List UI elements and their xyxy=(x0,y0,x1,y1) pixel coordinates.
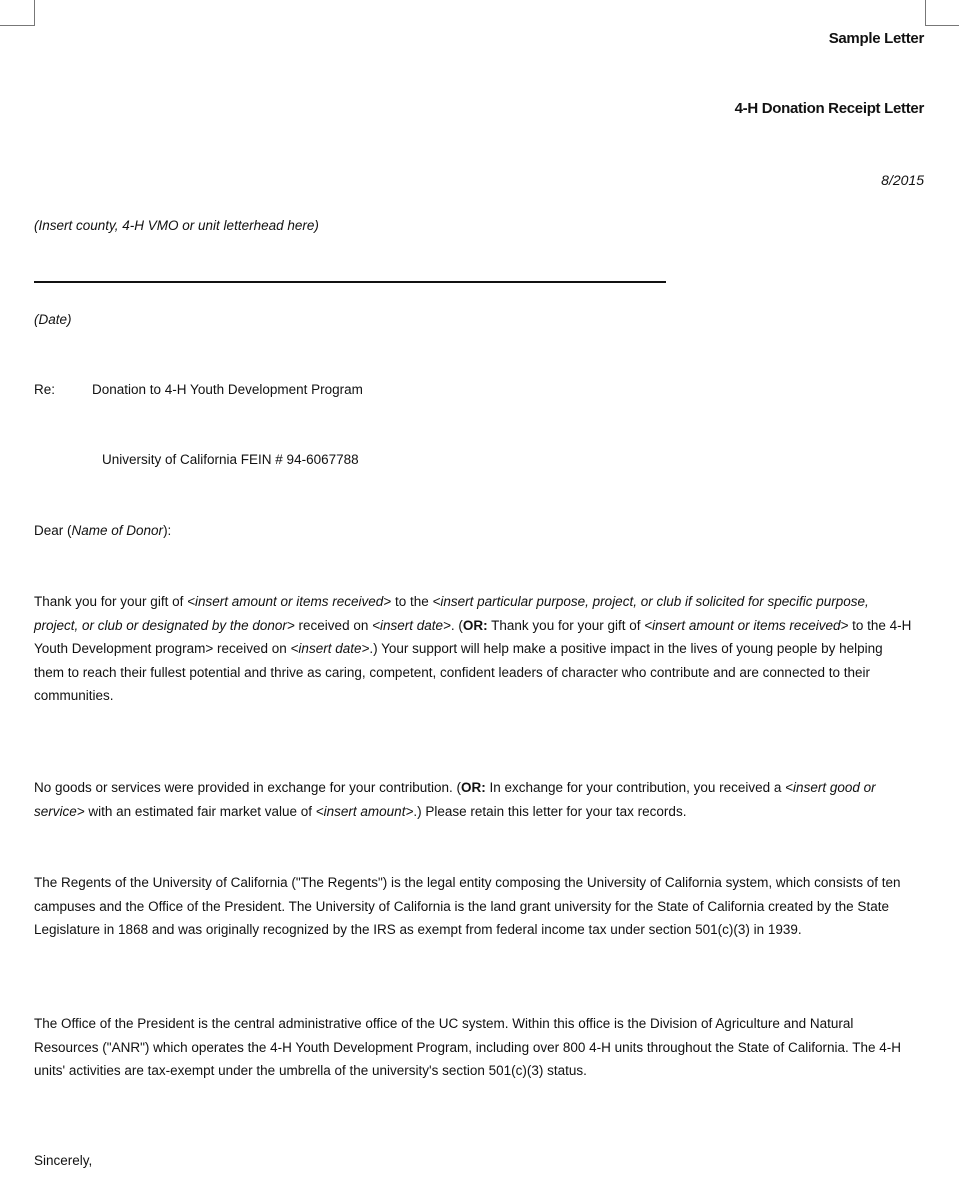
letterhead-rule xyxy=(34,281,666,283)
paragraph-goods-services: No goods or services were provided in exchange for your contribution. (OR: In exchange for your contribution, you received a <insert good or service> with an estimated fair market value of <insert amount>.) Please retain this letter for your tax records. xyxy=(34,780,876,819)
or-marker: OR: xyxy=(462,617,488,633)
donor-name-placeholder: Name of Donor xyxy=(71,523,164,538)
salutation-prefix: Dear ( xyxy=(34,523,72,538)
re-label: Re: xyxy=(34,382,56,397)
amount-placeholder: <insert amount or items received> xyxy=(644,617,849,633)
paragraph-office-president: The Office of the President is the central administrative office of the UC system. Within this office is the Division of Agriculture and Natural Resources ("ANR") which operates the 4-H Youth Development Program, including over 800 4-H units throughout the State of California. The 4-H units' activities are tax-exempt under the umbrella of the university's section 501(c)(3) status. xyxy=(34,1016,902,1079)
date-placeholder: (Date) xyxy=(34,312,72,327)
letterhead-placeholder: (Insert county, 4-H VMO or unit letterhead here) xyxy=(34,218,319,233)
re-subject: Donation to 4-H Youth Development Program xyxy=(92,382,363,397)
paragraph-regents: The Regents of the University of California ("The Regents") is the legal entity composing the University of California system, which consists of ten campuses and the Office of the President. The University of California is the land grant university for the State of California created by the State Legislature in 1868 and was originally recognized by the IRS as exempt from federal income tax under section 501(c)(3) in 1939. xyxy=(34,875,901,938)
crop-mark-top-right xyxy=(925,0,926,26)
salutation xyxy=(34,523,171,538)
crop-mark-top-left xyxy=(0,25,35,26)
date-received-placeholder: <insert date> xyxy=(372,617,451,633)
amount-placeholder: <insert amount or items received> xyxy=(187,594,392,609)
letter-page xyxy=(34,0,924,1200)
date-received-placeholder: <insert date> xyxy=(290,641,370,657)
paragraph-thank-you: Thank you for your gift of <insert amount or items received> to the <insert particular purpose, project, or club if solicited for specific purpose, project, or club or designated by the donor> received on <insert date>. (OR: Thank you for your gift of <insert amount or items received> to the 4-H Youth Development program> received on <insert date>.) Your support will help make a positive impact in the lives of young people by helping them to reach their fullest potential and thrive as caring, competent, confident leaders of character who contribute and are connected to their communities. xyxy=(34,594,912,704)
value-placeholder: <insert amount> xyxy=(315,803,414,819)
or-marker: OR: xyxy=(460,780,486,795)
revision-date: 8/2015 xyxy=(881,172,924,188)
letter-title: 4-H Donation Receipt Letter xyxy=(734,100,924,117)
sample-label: Sample Letter xyxy=(828,30,924,47)
good-service-placeholder: <insert good or service> xyxy=(34,780,876,819)
fein-line: University of California FEIN # 94-6067788 xyxy=(102,452,359,467)
crop-mark-top-right xyxy=(925,25,959,26)
salutation-suffix: ): xyxy=(163,523,172,538)
closing: Sincerely, xyxy=(34,1153,93,1168)
purpose-placeholder: <insert particular purpose, project, or club if solicited for specific purpose, project, or club or designated by the donor> xyxy=(34,594,869,633)
